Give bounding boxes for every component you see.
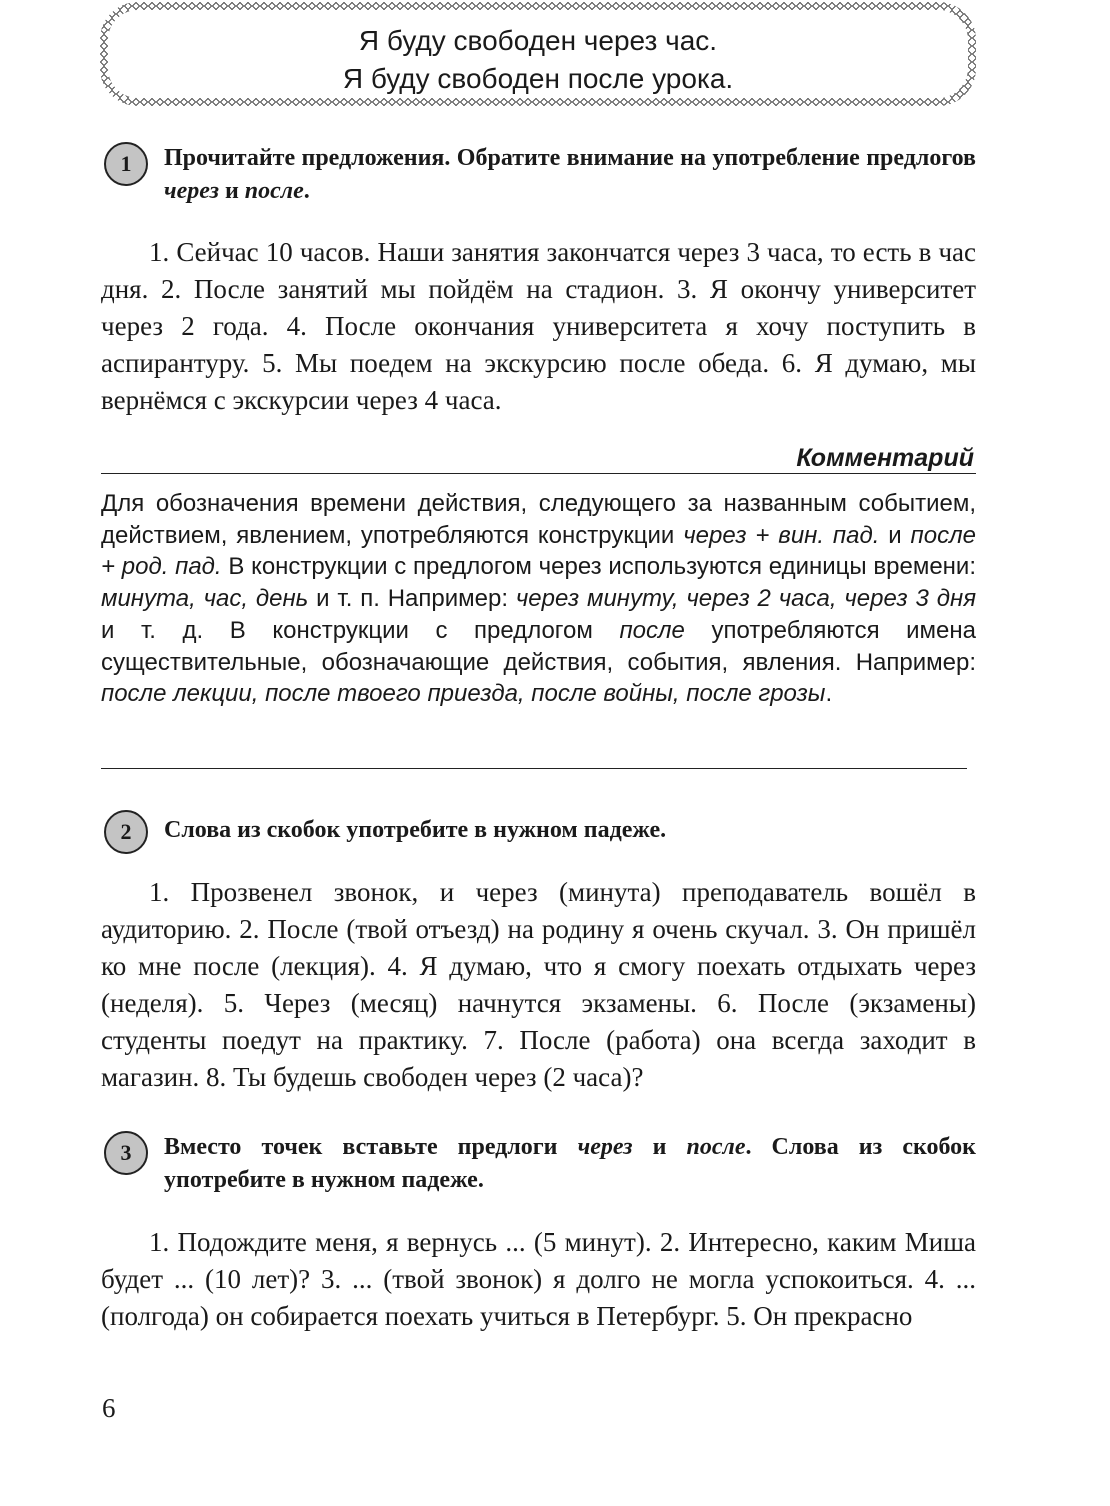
banner-line-1: Я буду свободен через час.	[358, 25, 718, 56]
task-number-badge: 3	[104, 1131, 148, 1175]
task-1	[104, 142, 976, 208]
task-1-sentences: 1. Сейчас 10 часов. Наши занятия закончатся через 3 часа, то есть в час дня. 2. После занятий мы пойдём на стадион. 3. Я окончу университет через 2 года. 4. После окончания университета я хочу поступить в аспирантуру. 5. Мы поедем на экскурсию после обеда. 6. Я думаю, мы вернёмся с экскурсии через 4 часа.	[101, 237, 976, 415]
task-2-sentences: 1. Прозвенел звонок, и через (минута) преподаватель вошёл в аудиторию. 2. После (твой отъезд) на родину я очень скучал. 3. Он пришёл ко мне после (лекция). 4. Я думаю, что я смогу поехать отдыхать через (неделя). 5. Через (месяц) начнутся экзамены. 6. После (экзамены) студенты поедут на практику. 7. После (работа) она всегда заходит в магазин. 8. Ты будешь свободен через (2 часа)?	[101, 877, 976, 1092]
task-number-badge: 1	[104, 142, 148, 186]
task-2	[104, 810, 976, 847]
task-3-sentences: 1. Подождите меня, я вернусь ... (5 минут). 2. Интересно, каким Миша будет ... (10 лет)? 3. ... (твой звонок) я долго не могла успокоиться. 4. ... (полгода) он собирается поехать учиться в Петербург. 5. Он прекрасно	[101, 1227, 976, 1331]
task-instruction: Слова из скобок употребите в нужном падеже.	[164, 817, 667, 843]
comment-header	[101, 442, 976, 474]
comment-title: Комментарий	[790, 444, 974, 472]
comment-divider	[101, 768, 967, 769]
task-instruction: Вместо точек вставьте предлоги через и после. Слова из скобок употребите в нужном падеже.	[164, 1134, 977, 1193]
page-number: 6	[102, 1393, 116, 1423]
example-banner	[100, 2, 976, 106]
task-3	[104, 1131, 976, 1197]
banner-line-2: Я буду свободен после урока.	[342, 63, 734, 94]
comment-body: Для обозначения времени действия, следующего за названным событием, действием, явлением, употребляются конструкции через + вин. пад. и после + род. пад. В конструкции с предлогом через используются единицы времени: минута, час, день и т. п. Например: через минуту, через 2 часа, через 3 дня и т. д. В конструкции с предлогом после употребляются имена существительные, обозначающие действия, события, явления. Например: после лекции, после твоего приезда, после войны, после грозы.	[101, 490, 977, 708]
task-instruction: Прочитайте предложения. Обратите внимание на употребление предлогов через и после.	[164, 145, 976, 204]
task-number-badge: 2	[104, 810, 148, 854]
